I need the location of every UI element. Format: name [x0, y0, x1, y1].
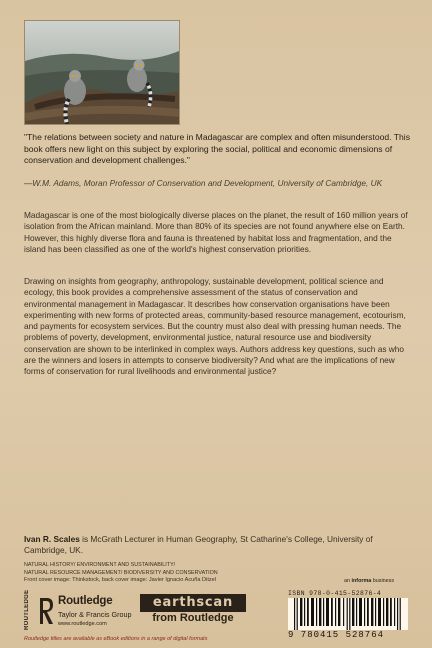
ebook-footer: Routledge titles are available as eBook editions in a range of digital formats: [24, 636, 208, 642]
author-bio-text: is McGrath Lecturer in Human Geography, St Catharine's College, University of Cambridge, UK.: [24, 534, 373, 556]
endorsement-quote: "The relations between society and nature in Madagascar are complex and often misunderstood. This book offers new light on this subject by exploring the social, political and economic dimensions of conservation and development challenges.": [24, 132, 411, 165]
routledge-vertical-text: ROUTLEDGE: [24, 589, 30, 630]
barcode-number: 9 780415 528764: [288, 630, 385, 640]
subject-line-1: NATURAL HISTORY/ ENVIRONMENT AND SUSTAINABILITY/: [24, 562, 176, 568]
image-credit: Front cover image: Thinkstock, back cover image: Javier Ignacio Acuña Ditzel: [24, 577, 217, 584]
earthscan-subtitle: from Routledge: [152, 612, 234, 624]
quote-attribution: —W.M. Adams, Moran Professor of Conservation and Development, University of Cambridge, UK: [24, 178, 383, 188]
barcode-icon: [288, 598, 408, 630]
routledge-url: www.routledge.com: [58, 621, 107, 627]
earthscan-logo: earthscan: [140, 594, 246, 612]
subject-line-2: NATURAL RESOURCE MANAGEMENT/ BIODIVERSITY AND CONSERVATION: [24, 569, 218, 576]
informa-tagline: [344, 578, 394, 584]
routledge-name: Routledge: [58, 595, 113, 607]
informa-brand: informa: [351, 578, 372, 584]
author-name: Ivan R. Scales: [24, 534, 80, 544]
description-paragraph-1: Madagascar is one of the most biologically diverse places on the planet, the result of 160 million years of isolation from the African mainland. More than 80% of its species are not found anywhere else on Earth. However, this highly diverse flora and fauna is threatened by habitat loss and fragmentation, and the island has been classified as one of the world's highest conservation priorities.: [24, 210, 408, 254]
lemur-photo: [24, 20, 180, 125]
isbn-label: ISBN 978-0-415-52876-4: [288, 590, 382, 597]
routledge-r-logo-icon: [38, 596, 54, 626]
description-paragraph-2: Drawing on insights from geography, anthropology, sustainable development, political science and ecology, this book provides a comprehensive assessment of the status of conservation and environmental management in Madagascar. It describes how conservation organisations have been experimenting with new forms of protected areas, community-based resource management, ecotourism, and payments for ecosystem services. But the country must also deal with pressing human needs. The problems of poverty, development, environmental justice, natural resource use and biodiversity conservation are shown to be interlinked in complex ways. Authors address key questions, such as who are the winners and losers in attempts to conserve biodiversity? And what are the implications of new forms of conservation for rural livelihoods and environmental justice?: [24, 276, 406, 377]
routledge-group: Taylor & Francis Group: [58, 610, 132, 619]
informa-prefix: an: [344, 578, 352, 584]
author-bio: [24, 534, 412, 557]
informa-suffix: business: [371, 578, 395, 584]
